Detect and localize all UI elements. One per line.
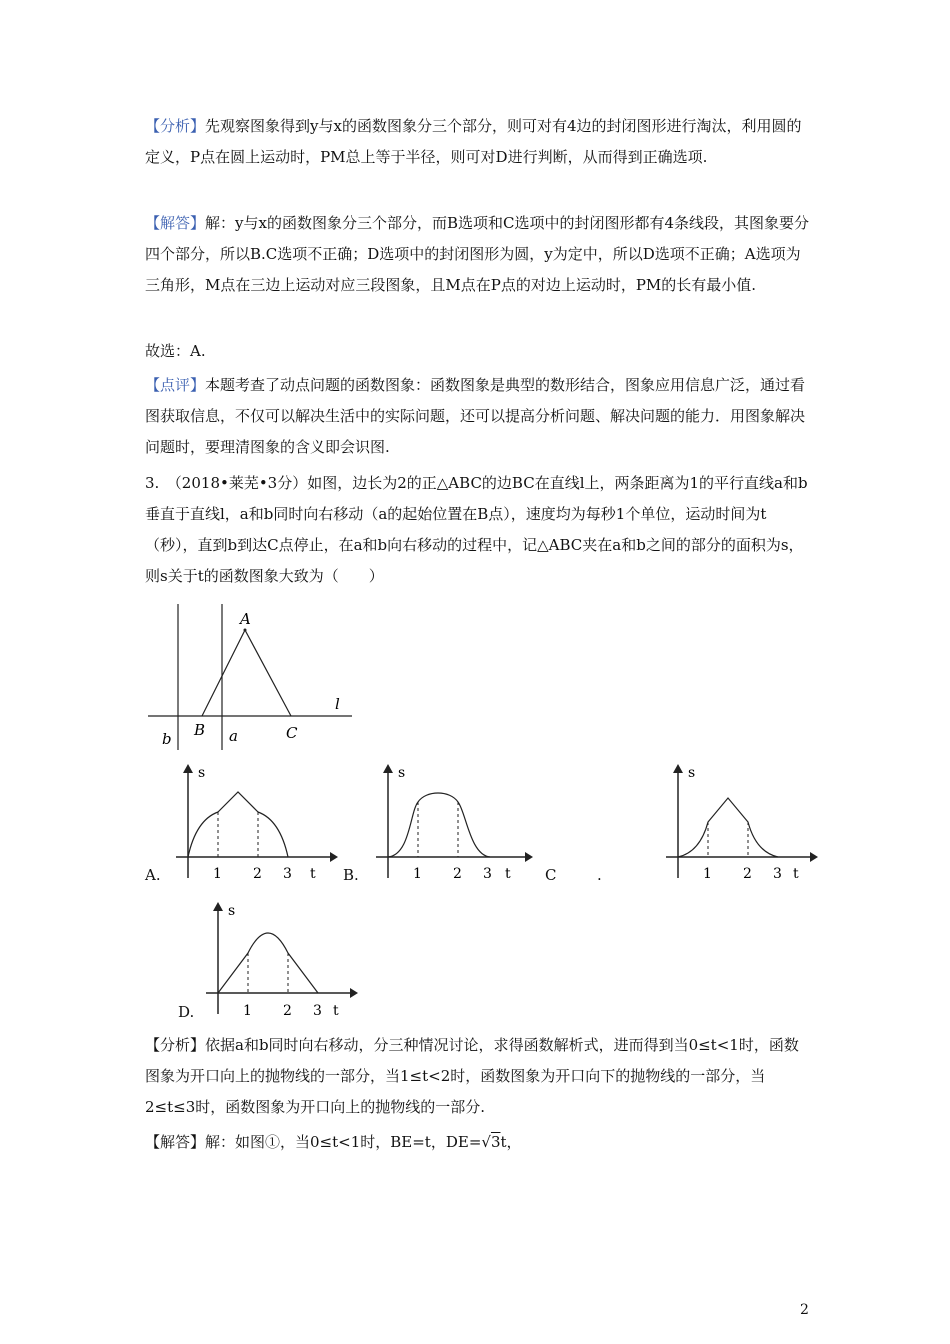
tick-1: 1 [413,866,422,882]
choice-line: 故选：A. [145,342,206,360]
question-3: 3. （2018•莱芜•3分）如图，边长为2的正△ABC的边BC在直线l上，两条距离为1的平行直线a和b垂直于直线l，a和b同时向右移动（a的起始位置在B点），速度均为每秒1个单位，运动时间为t（秒），直到b到达C点停止，在a和b向右移动的过程中，记△ABC夹在a和b之间的部分的面积为s，则s关于t的函数图象大致为（ ） [145,474,808,585]
analysis-text: 先观察图象得到y与x的函数图象分三个部分，则可对有4边的封闭图形进行淘汰，利用圆的定义，P点在圆上运动时，PM总上等于半径，则可对D进行判断，从而得到正确选项. [145,117,802,166]
option-c-dot: . [597,866,602,884]
curve [678,798,778,857]
x-arrow [810,852,818,862]
y-arrow [673,764,683,773]
option-a-graph [170,760,340,885]
comment-text: 本题考查了动点问题的函数图象：函数图象是典型的数形结合，图象应用信息广泛，通过看图获取信息，不仅可以解决生活中的实际问题，还可以提高分析问题、解决问题的能力．用图象解决问题时，要理清图象的含义即会识图. [145,376,806,456]
tick-1: 1 [703,866,712,882]
analysis3-text: 依据a和b同时向右移动，分三种情况讨论，求得函数解析式，进而得到当0≤t<1时，函数图象为开口向上的抛物线的一部分，当1≤t<2时，函数图象为开口向下的抛物线的一部分，当2≤t≤3时，函数图象为开口向上的抛物线的一部分. [145,1036,799,1116]
label-A: A [240,610,251,628]
x-arrow [330,852,338,862]
tick-2: 2 [743,866,752,882]
analysis-paragraph-1 [145,111,810,173]
axis-t: t [505,866,511,882]
axis-t: t [333,1003,339,1019]
comment-paragraph [145,370,810,463]
answer3-suffix: t， [500,1133,522,1151]
axis-t: t [310,866,316,882]
label-l: l [335,695,340,713]
axis-s: s [688,765,696,781]
label-a: a [229,727,238,745]
tick-3: 3 [483,866,492,882]
answer-text: 解：y与x的函数图象分三个部分，而B选项和C选项中的封闭图形都有4条线段，其图象要分四个部分，所以B.C选项不正确；D选项中的封闭图形为圆，y为定中，所以D选项不正确；A选项为三角形，M点在三边上运动对应三段图象，且M点在P点的对边上运动时，PM的长有最小值. [145,214,809,294]
y-arrow [213,902,223,911]
answer3-sqrt: 3 [490,1133,501,1151]
option-b-label: B. [343,866,359,884]
option-a-label: A. [145,866,161,884]
tick-1: 1 [243,1003,252,1019]
tick-2: 2 [283,1003,292,1019]
label-b: b [162,730,172,748]
label-C: C [286,724,298,742]
curve [188,792,288,857]
answer3-tag: 【解答】 [145,1133,206,1151]
tick-3: 3 [313,1003,322,1019]
option-c-label: C [545,866,557,884]
y-arrow [383,764,393,773]
comment-tag: 【点评】 [145,376,206,394]
analysis-tag: 【分析】 [145,117,206,135]
vertex-a-dot [244,629,247,632]
x-arrow [525,852,533,862]
option-b-graph [370,760,540,885]
page-number: 2 [800,1302,809,1318]
axis-s: s [198,765,206,781]
tick-2: 2 [453,866,462,882]
analysis3-tag: 【分析】 [145,1036,206,1054]
tick-3: 3 [773,866,782,882]
option-d-label: D. [178,1003,195,1021]
y-arrow [183,764,193,773]
tick-3: 3 [283,866,292,882]
axis-t: t [793,866,799,882]
triangle-abc [202,630,291,716]
answer3-prefix: 解：如图①，当0≤t<1时，BE=t，DE= [205,1133,482,1151]
answer-tag: 【解答】 [145,214,206,232]
answer-paragraph-3: 【解答】解：如图①，当0≤t<1时，BE=t，DE=√3t， [145,1133,522,1151]
triangle-figure [140,602,365,752]
curve [388,793,490,857]
answer-paragraph-1 [145,208,810,301]
analysis-paragraph-3 [145,1030,810,1123]
option-c-graph [660,760,830,885]
tick-2: 2 [253,866,262,882]
axis-s: s [398,765,406,781]
option-d-graph [200,898,370,1023]
curve [218,933,318,993]
label-B: B [194,721,206,739]
axis-s: s [228,903,236,919]
x-arrow [350,988,358,998]
tick-1: 1 [213,866,222,882]
